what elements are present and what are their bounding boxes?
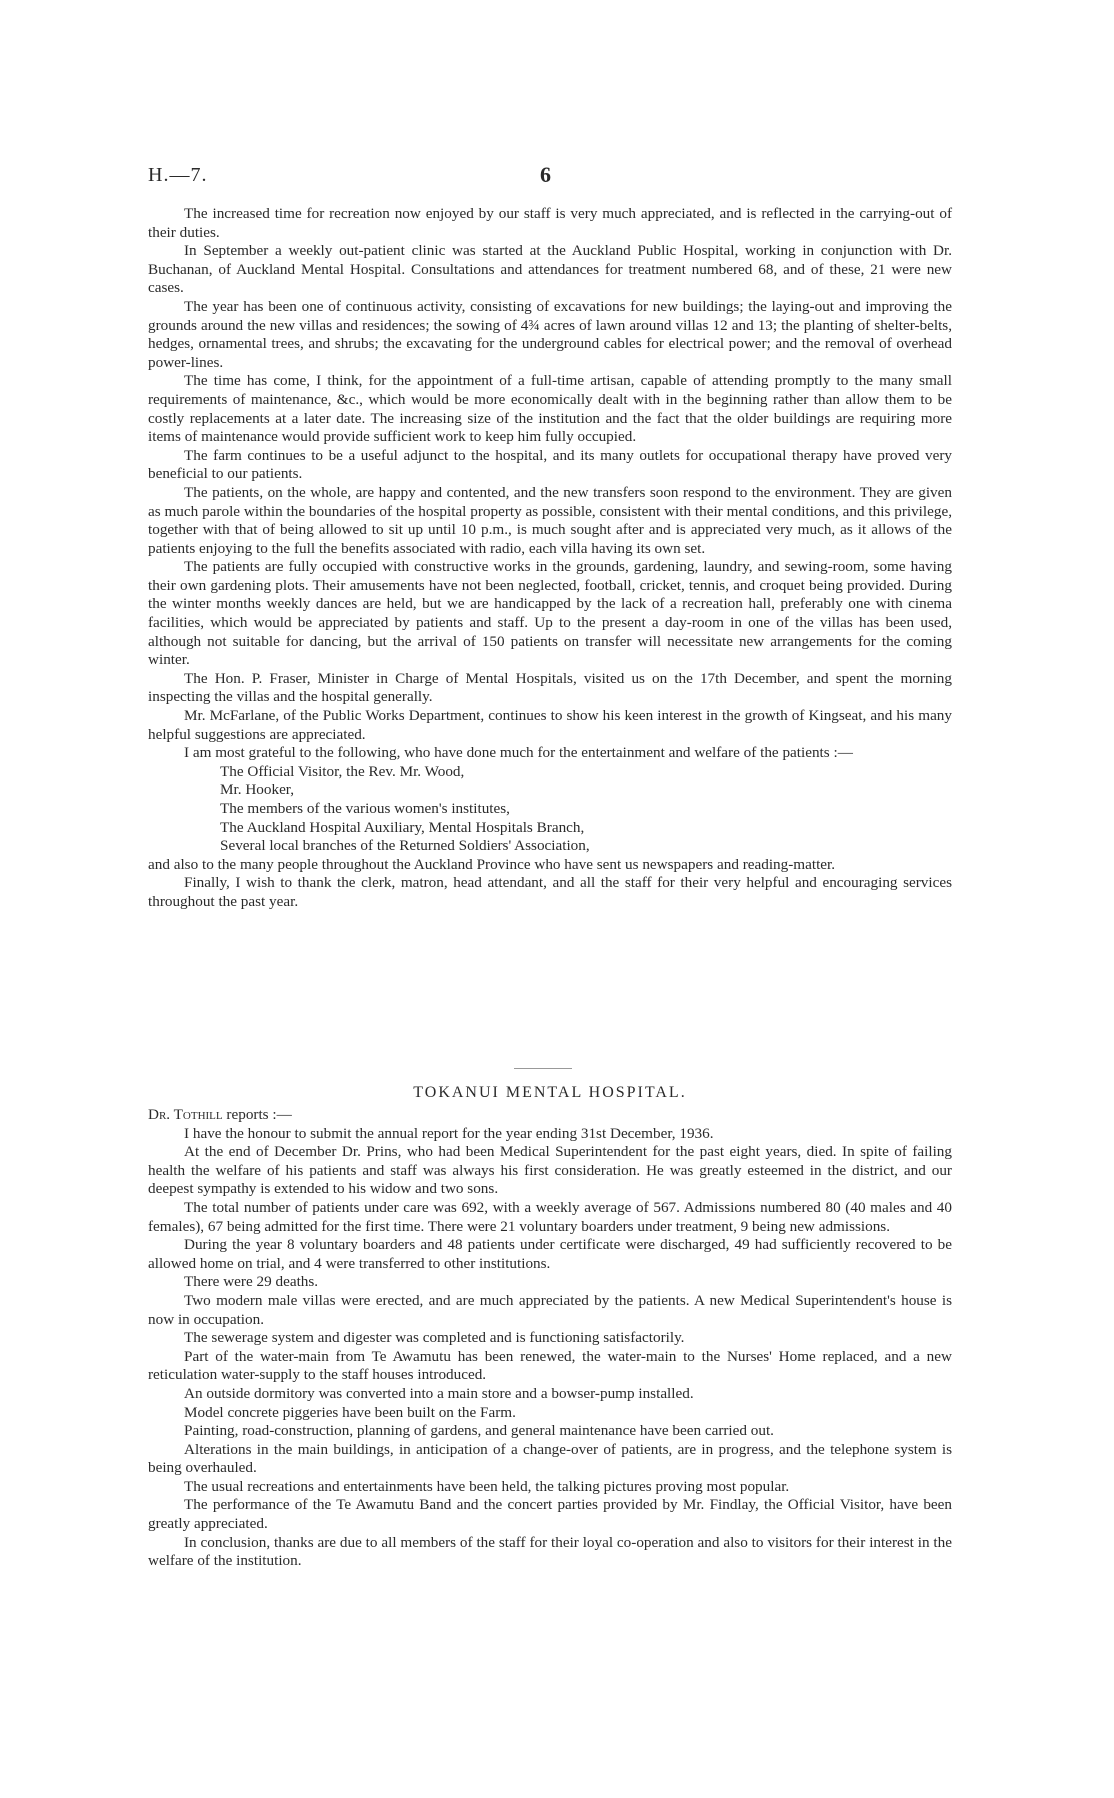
- paragraph: The Hon. P. Fraser, Minister in Charge of Mental Hospitals, visited us on the 17th December, and spent the morning inspecting the villas and the hospital generally.: [148, 669, 952, 706]
- paragraph: In conclusion, thanks are due to all members of the staff for their loyal co-operation and also to visitors for their interest in the welfare of the institution.: [148, 1533, 952, 1570]
- paragraph: Model concrete piggeries have been built on the Farm.: [184, 1403, 516, 1421]
- paragraph: The performance of the Te Awamutu Band and the concert parties provided by Mr. Findlay, the Official Visitor, have been greatly appreciated.: [148, 1496, 952, 1533]
- report-intro: [148, 1106, 952, 1125]
- paragraph: An outside dormitory was converted into a main store and a bowser-pump installed.: [184, 1384, 694, 1402]
- paragraph: The farm continues to be a useful adjunct to the hospital, and its many outlets for occupational therapy have proved very beneficial to our patients.: [148, 446, 952, 483]
- section-heading: TOKANUI MENTAL HOSPITAL.: [413, 1084, 687, 1101]
- page-number: 6: [540, 162, 551, 187]
- kingseat-report-section: [148, 205, 952, 912]
- tokanui-report-section: [148, 1106, 952, 1571]
- paragraph: There were 29 deaths.: [184, 1273, 319, 1291]
- paragraph: The year has been one of continuous activity, consisting of excavations for new buildings; the laying-out and improving the grounds around the new villas and residences; the sowing of 4¾ acres of lawn around villas 12 and 13; the planting of shelter-belts, hedges, ornamental trees, and shrubs; the excavating for the underground cables for electrical power; and the removal of overhead power-lines.: [148, 297, 952, 371]
- paragraph: The patients are fully occupied with constructive works in the grounds, gardening, laundry, and sewing-room, some having their own gardening plots. Their amusements have not been neglected, football, cricket, tennis, and croquet being provided. During the winter months weekly dances are held, but we are handicapped by the lack of a recreation hall, preferably one with cinema facilities, which would be appreciated by patients and staff. Up to the present a day-room in one of the villas has been used, although not suitable for dancing, but the arrival of 150 patients on transfer will necessitate new arrangements for the coming winter.: [148, 558, 952, 669]
- paragraph: During the year 8 voluntary boarders and 48 patients under certificate were discharged, 49 had sufficiently recovered to be allowed home on trial, and 4 were transferred to other institutions.: [148, 1236, 952, 1272]
- report-reference: H.—7.: [148, 164, 208, 186]
- paragraph: Part of the water-main from Te Awamutu has been renewed, the water-main to the Nurses' Home replaced, and a new reticulation water-supply to the staff houses introduced.: [148, 1347, 952, 1384]
- paragraph: The usual recreations and entertainments have been held, the talking pictures proving most popular.: [184, 1477, 790, 1495]
- list-item: The members of the various women's institutes,: [220, 800, 510, 817]
- paragraph: Painting, road-construction, planning of gardens, and general maintenance have been carried out.: [184, 1422, 774, 1440]
- paragraph: In September a weekly out-patient clinic was started at the Auckland Public Hospital, working in conjunction with Dr. Buchanan, of Auckland Mental Hospital. Consultations and attendances for treatment numbered 68, and of these, 21 were new cases.: [148, 242, 952, 297]
- paragraph: The total number of patients under care was 692, with a weekly average of 567. Admissions numbered 80 (40 males and 40 females), 67 being admitted for the first time. There were 21 voluntary boarders under treatment, 9 being new admissions.: [148, 1198, 952, 1235]
- list-item: Several local branches of the Returned Soldiers' Association,: [220, 837, 590, 855]
- list-item: Mr. Hooker,: [220, 781, 295, 799]
- list-item: The Auckland Hospital Auxiliary, Mental Hospitals Branch,: [220, 818, 585, 836]
- author-name: Dr. Tothill: [148, 1106, 223, 1123]
- thanks-list: [148, 763, 952, 856]
- paragraph: The increased time for recreation now enjoyed by our staff is very much appreciated, and is reflected in the carrying-out of their duties.: [148, 205, 952, 241]
- section-divider: [514, 1068, 572, 1069]
- paragraph: I am most grateful to the following, who have done much for the entertainment and welfare of the patients :—: [184, 744, 853, 762]
- paragraph: The sewerage system and digester was completed and is functioning satisfactorily.: [184, 1329, 685, 1347]
- paragraph: The time has come, I think, for the appointment of a full-time artisan, capable of attending promptly to the many small requirements of maintenance, &c., which would be more economically dealt with in the beginning rather than allow them to be costly replacements at a later date. The increasing size of the institution and the fact that the older buildings are requiring more items of maintenance would provide sufficient work to keep him fully occupied.: [148, 372, 952, 446]
- paragraph: I have the honour to submit the annual report for the year ending 31st December, 1936.: [184, 1124, 714, 1142]
- paragraph: At the end of December Dr. Prins, who had been Medical Superintendent for the past eight years, died. In spite of failing health the welfare of his patients and staff was always his first consideration. He was greatly esteemed in the district, and our deepest sympathy is extended to his widow and two sons.: [148, 1143, 952, 1198]
- paragraph: and also to the many people throughout the Auckland Province who have sent us newspapers and reading-matter.: [148, 855, 836, 873]
- paragraph: Alterations in the main buildings, in anticipation of a change-over of patients, are in progress, and the telephone system is being overhauled.: [148, 1440, 952, 1477]
- paragraph: Finally, I wish to thank the clerk, matron, head attendant, and all the staff for their very helpful and encouraging services throughout the past year.: [148, 874, 952, 910]
- paragraph: Two modern male villas were erected, and are much appreciated by the patients. A new Medical Superintendent's house is now in occupation.: [148, 1291, 952, 1328]
- paragraph: The patients, on the whole, are happy and contented, and the new transfers soon respond to the environment. They are given as much parole within the boundaries of the hospital property as possible, consistent with their mental conditions, and this privilege, together with that of being allowed to sit up until 10 p.m., is much sought after and is appreciated very much, as it allows of the patients enjoying to the full the benefits associated with radio, each villa having its own set.: [148, 483, 952, 557]
- intro-text: reports :—: [222, 1106, 292, 1123]
- paragraph: Mr. McFarlane, of the Public Works Department, continues to show his keen interest in the growth of Kingseat, and his many helpful suggestions are appreciated.: [148, 707, 952, 743]
- list-item: The Official Visitor, the Rev. Mr. Wood,: [220, 762, 465, 780]
